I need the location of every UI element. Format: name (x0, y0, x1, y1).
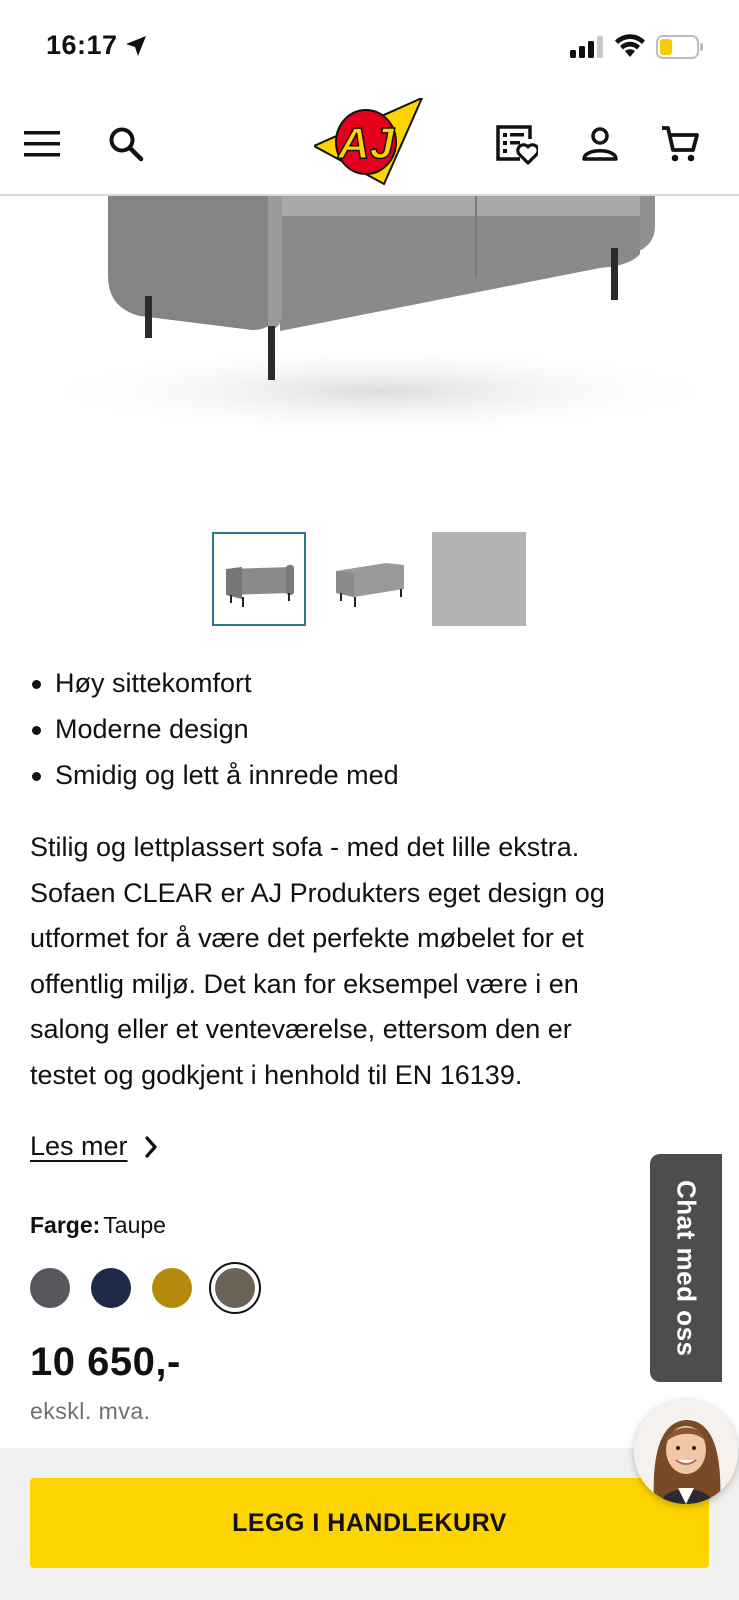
description-line: utformet for å være det perfekte møbelet for et (30, 923, 584, 953)
color-label (30, 1212, 166, 1239)
description-line: salong eller et venteværelse, ettersom den er (30, 1014, 572, 1044)
chat-avatar[interactable] (634, 1400, 738, 1504)
menu-button[interactable] (12, 92, 72, 196)
svg-text:AJ: AJ (337, 119, 395, 168)
cart-icon (660, 124, 700, 164)
search-icon (108, 126, 144, 162)
feature-item: Høy sittekomfort (30, 660, 399, 706)
product-main-image[interactable] (0, 196, 739, 511)
swatch-grey[interactable] (30, 1268, 70, 1308)
sofa-back-thumbnail-image (326, 549, 412, 609)
swatch-navy[interactable] (91, 1268, 131, 1308)
chat-tab-label: Chat med oss (671, 1179, 702, 1357)
read-more-label: Les mer (30, 1131, 128, 1161)
shopping-list-icon (494, 123, 538, 165)
account-icon (582, 126, 618, 162)
battery-low-icon (656, 35, 704, 59)
swatch-taupe[interactable] (209, 1262, 261, 1314)
feature-item: Moderne design (30, 706, 399, 752)
menu-icon (24, 130, 60, 158)
description-line: offentlig miljø. Det kan for eksempel være i en (30, 968, 579, 999)
wifi-icon (614, 33, 646, 59)
description-line: Sofaen CLEAR er AJ Produkters eget design og (30, 877, 605, 908)
cellular-signal-icon (570, 36, 604, 58)
feature-list (30, 660, 399, 798)
thumbnail-sofa-back[interactable] (322, 532, 416, 626)
status-time: 16:17 (46, 30, 118, 60)
agent-avatar-image (634, 1400, 738, 1504)
product-description (30, 825, 720, 1098)
description-line: testet og godkjent i henhold til EN 16139. (30, 1059, 523, 1090)
cart-button[interactable] (650, 92, 710, 196)
shopping-list-button[interactable] (486, 92, 546, 196)
description-line: Stilig og lettplassert sofa - med det lille ekstra. (30, 832, 580, 862)
feature-item: Smidig og lett å innrede med (30, 752, 399, 798)
sofa-thumbnail-image (216, 549, 302, 609)
read-more-link[interactable] (30, 1131, 158, 1162)
add-to-cart-button[interactable]: LEGG I HANDLEKURV (30, 1478, 709, 1568)
color-label-value: Taupe (103, 1212, 166, 1238)
thumbnail-fabric[interactable] (432, 532, 526, 626)
account-button[interactable] (570, 92, 630, 196)
color-label-key: Farge: (30, 1212, 101, 1238)
swatch-mustard[interactable] (152, 1268, 192, 1308)
aj-logo[interactable] (314, 98, 426, 190)
search-button[interactable] (96, 92, 156, 196)
product-price: 10 650,- (30, 1340, 181, 1384)
vat-note: ekskl. mva. (30, 1398, 151, 1424)
status-bar (0, 0, 739, 92)
chat-tab[interactable] (650, 1154, 722, 1382)
chevron-right-icon (144, 1136, 158, 1158)
color-swatches (30, 1262, 282, 1314)
thumbnail-sofa-front[interactable] (212, 532, 306, 626)
image-thumbnails (212, 532, 526, 626)
location-arrow-icon (124, 34, 148, 58)
site-header (0, 92, 739, 196)
sticky-footer (0, 1448, 739, 1600)
sofa-image (0, 196, 739, 511)
